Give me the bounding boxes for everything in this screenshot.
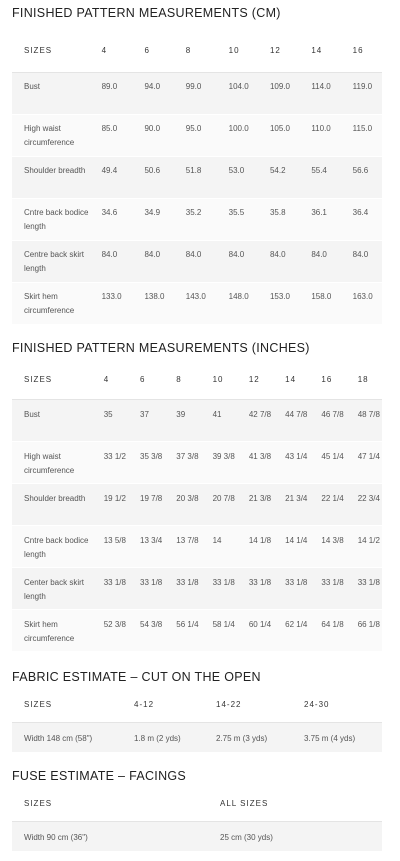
measurement-cell: 115.0 bbox=[341, 115, 382, 157]
row-label: Centre back skirt length bbox=[12, 241, 90, 283]
measurement-cell: 34.6 bbox=[90, 199, 133, 241]
size-column-header: 4-12 bbox=[122, 686, 204, 723]
measurement-cell: 25 cm (30 yds) bbox=[208, 822, 382, 852]
table-row bbox=[12, 400, 382, 442]
measurement-cell: 47 1/4 bbox=[346, 442, 382, 484]
size-column-header: ALL SIZES bbox=[208, 785, 382, 822]
measurement-cell: 33 1/8 bbox=[128, 568, 164, 610]
cm-table-container[interactable] bbox=[12, 28, 382, 325]
measurement-cell: 85.0 bbox=[90, 115, 133, 157]
row-label: Width 148 cm (58") bbox=[12, 723, 122, 753]
measurement-cell: 158.0 bbox=[299, 283, 340, 325]
measurement-cell: 84.0 bbox=[174, 241, 217, 283]
measurement-cell: 54.2 bbox=[258, 157, 299, 199]
table-row bbox=[12, 157, 382, 199]
measurement-cell: 22 3/4 bbox=[346, 484, 382, 526]
measurement-cell: 34.9 bbox=[132, 199, 173, 241]
measurement-cell: 13 7/8 bbox=[164, 526, 200, 568]
measurement-cell: 37 3/8 bbox=[164, 442, 200, 484]
size-column-header: 16 bbox=[309, 359, 345, 400]
measurement-cell: 37 bbox=[128, 400, 164, 442]
measurement-cell: 22 1/4 bbox=[309, 484, 345, 526]
measurement-cell: 110.0 bbox=[299, 115, 340, 157]
measurement-cell: 41 bbox=[201, 400, 237, 442]
inches-table-container[interactable] bbox=[12, 359, 382, 652]
measurement-cell: 13 5/8 bbox=[92, 526, 128, 568]
size-column-header: 24-30 bbox=[292, 686, 382, 723]
measurement-cell: 109.0 bbox=[258, 73, 299, 115]
measurement-cell: 46 7/8 bbox=[309, 400, 345, 442]
measurement-cell: 143.0 bbox=[174, 283, 217, 325]
cm-measurements-table bbox=[12, 28, 382, 325]
measurement-cell: 49.4 bbox=[90, 157, 133, 199]
size-column-header: 4 bbox=[92, 359, 128, 400]
measurement-cell: 33 1/8 bbox=[92, 568, 128, 610]
table-row bbox=[12, 442, 382, 484]
measurement-cell: 60 1/4 bbox=[237, 610, 273, 652]
sizes-header: SIZES bbox=[12, 359, 92, 400]
measurement-cell: 14 1/8 bbox=[237, 526, 273, 568]
measurement-cell: 20 3/8 bbox=[164, 484, 200, 526]
sizes-header: SIZES bbox=[12, 28, 90, 73]
measurement-cell: 56 1/4 bbox=[164, 610, 200, 652]
table-header-row bbox=[12, 686, 382, 723]
measurement-cell: 84.0 bbox=[299, 241, 340, 283]
measurement-cell: 44 7/8 bbox=[273, 400, 309, 442]
fuse-estimate-table bbox=[12, 785, 382, 852]
measurement-cell: 33 1/8 bbox=[164, 568, 200, 610]
measurement-cell: 35 3/8 bbox=[128, 442, 164, 484]
table-row bbox=[12, 115, 382, 157]
measurement-cell: 50.6 bbox=[132, 157, 173, 199]
size-column-header: 8 bbox=[164, 359, 200, 400]
row-label: Shoulder breadth bbox=[12, 484, 92, 526]
sizes-header: SIZES bbox=[12, 785, 208, 822]
measurement-cell: 119.0 bbox=[341, 73, 382, 115]
size-column-header: 18 bbox=[346, 359, 382, 400]
measurement-cell: 43 1/4 bbox=[273, 442, 309, 484]
size-column-header: 10 bbox=[201, 359, 237, 400]
row-label: High waist circumference bbox=[12, 442, 92, 484]
measurement-cell: 48 7/8 bbox=[346, 400, 382, 442]
measurement-cell: 52 3/8 bbox=[92, 610, 128, 652]
measurement-cell: 13 3/4 bbox=[128, 526, 164, 568]
measurement-cell: 153.0 bbox=[258, 283, 299, 325]
measurement-cell: 19 7/8 bbox=[128, 484, 164, 526]
size-column-header: 10 bbox=[217, 28, 258, 73]
measurement-cell: 33 1/2 bbox=[92, 442, 128, 484]
table-header-row bbox=[12, 28, 382, 73]
measurement-cell: 56.6 bbox=[341, 157, 382, 199]
measurement-cell: 35.5 bbox=[217, 199, 258, 241]
measurement-cell: 14 1/2 bbox=[346, 526, 382, 568]
size-column-header: 12 bbox=[258, 28, 299, 73]
cm-section-title: FINISHED PATTERN MEASUREMENTS (CM) bbox=[12, 6, 281, 20]
measurement-cell: 138.0 bbox=[132, 283, 173, 325]
measurement-cell: 35.8 bbox=[258, 199, 299, 241]
measurement-cell: 36.4 bbox=[341, 199, 382, 241]
table-header-row bbox=[12, 785, 382, 822]
measurement-cell: 133.0 bbox=[90, 283, 133, 325]
measurement-cell: 20 7/8 bbox=[201, 484, 237, 526]
measurement-cell: 90.0 bbox=[132, 115, 173, 157]
inches-section-title: FINISHED PATTERN MEASUREMENTS (INCHES) bbox=[12, 341, 310, 355]
measurement-cell: 84.0 bbox=[132, 241, 173, 283]
measurement-cell: 21 3/8 bbox=[237, 484, 273, 526]
measurement-cell: 95.0 bbox=[174, 115, 217, 157]
size-column-header: 8 bbox=[174, 28, 217, 73]
inches-measurements-table bbox=[12, 359, 382, 652]
measurement-cell: 58 1/4 bbox=[201, 610, 237, 652]
measurement-cell: 33 1/8 bbox=[201, 568, 237, 610]
measurement-cell: 148.0 bbox=[217, 283, 258, 325]
measurement-cell: 19 1/2 bbox=[92, 484, 128, 526]
size-column-header: 14-22 bbox=[204, 686, 292, 723]
measurement-cell: 54 3/8 bbox=[128, 610, 164, 652]
measurement-cell: 45 1/4 bbox=[309, 442, 345, 484]
fabric-table-container bbox=[12, 686, 382, 753]
fabric-section-title: FABRIC ESTIMATE – CUT ON THE OPEN bbox=[12, 670, 261, 684]
fabric-estimate-table bbox=[12, 686, 382, 753]
measurement-cell: 14 3/8 bbox=[309, 526, 345, 568]
measurement-cell: 84.0 bbox=[341, 241, 382, 283]
table-row bbox=[12, 526, 382, 568]
measurement-cell: 2.75 m (3 yds) bbox=[204, 723, 292, 753]
measurement-cell: 1.8 m (2 yds) bbox=[122, 723, 204, 753]
measurement-cell: 41 3/8 bbox=[237, 442, 273, 484]
row-label: Bust bbox=[12, 73, 90, 115]
measurement-cell: 84.0 bbox=[258, 241, 299, 283]
measurement-cell: 114.0 bbox=[299, 73, 340, 115]
measurement-cell: 39 bbox=[164, 400, 200, 442]
measurement-cell: 14 1/4 bbox=[273, 526, 309, 568]
table-row bbox=[12, 822, 382, 852]
measurement-cell: 3.75 m (4 yds) bbox=[292, 723, 382, 753]
fuse-section-title: FUSE ESTIMATE – FACINGS bbox=[12, 769, 187, 783]
measurement-cell: 55.4 bbox=[299, 157, 340, 199]
measurement-cell: 163.0 bbox=[341, 283, 382, 325]
table-header-row bbox=[12, 359, 382, 400]
measurement-cell: 99.0 bbox=[174, 73, 217, 115]
size-column-header: 6 bbox=[132, 28, 173, 73]
table-row bbox=[12, 568, 382, 610]
measurement-cell: 35.2 bbox=[174, 199, 217, 241]
measurement-cell: 64 1/8 bbox=[309, 610, 345, 652]
row-label: Cntre back bodice length bbox=[12, 526, 92, 568]
size-column-header: 4 bbox=[90, 28, 133, 73]
measurement-cell: 62 1/4 bbox=[273, 610, 309, 652]
size-column-header: 6 bbox=[128, 359, 164, 400]
fuse-table-container bbox=[12, 785, 382, 852]
table-row bbox=[12, 241, 382, 283]
measurement-cell: 66 1/8 bbox=[346, 610, 382, 652]
measurement-cell: 94.0 bbox=[132, 73, 173, 115]
table-row bbox=[12, 199, 382, 241]
measurement-cell: 89.0 bbox=[90, 73, 133, 115]
measurement-cell: 84.0 bbox=[90, 241, 133, 283]
measurement-cell: 33 1/8 bbox=[237, 568, 273, 610]
measurement-cell: 105.0 bbox=[258, 115, 299, 157]
row-label: Bust bbox=[12, 400, 92, 442]
table-row bbox=[12, 484, 382, 526]
measurement-cell: 42 7/8 bbox=[237, 400, 273, 442]
row-label: Center back skirt length bbox=[12, 568, 92, 610]
measurement-cell: 21 3/4 bbox=[273, 484, 309, 526]
size-column-header: 12 bbox=[237, 359, 273, 400]
size-column-header: 14 bbox=[273, 359, 309, 400]
table-row bbox=[12, 723, 382, 753]
measurement-cell: 51.8 bbox=[174, 157, 217, 199]
measurement-cell: 33 1/8 bbox=[346, 568, 382, 610]
row-label: High waist circumference bbox=[12, 115, 90, 157]
measurement-cell: 100.0 bbox=[217, 115, 258, 157]
table-row bbox=[12, 283, 382, 325]
measurement-cell: 33 1/8 bbox=[309, 568, 345, 610]
measurement-cell: 39 3/8 bbox=[201, 442, 237, 484]
measurement-cell: 36.1 bbox=[299, 199, 340, 241]
size-column-header: 14 bbox=[299, 28, 340, 73]
table-row bbox=[12, 610, 382, 652]
measurement-cell: 104.0 bbox=[217, 73, 258, 115]
sizes-header: SIZES bbox=[12, 686, 122, 723]
measurement-cell: 14 bbox=[201, 526, 237, 568]
size-column-header: 16 bbox=[341, 28, 382, 73]
row-label: Cntre back bodice length bbox=[12, 199, 90, 241]
row-label: Skirt hem circumference bbox=[12, 283, 90, 325]
measurement-cell: 35 bbox=[92, 400, 128, 442]
measurement-cell: 33 1/8 bbox=[273, 568, 309, 610]
row-label: Skirt hem circumference bbox=[12, 610, 92, 652]
row-label: Shoulder breadth bbox=[12, 157, 90, 199]
measurement-cell: 53.0 bbox=[217, 157, 258, 199]
table-row bbox=[12, 73, 382, 115]
measurement-cell: 84.0 bbox=[217, 241, 258, 283]
row-label: Width 90 cm (36") bbox=[12, 822, 208, 852]
